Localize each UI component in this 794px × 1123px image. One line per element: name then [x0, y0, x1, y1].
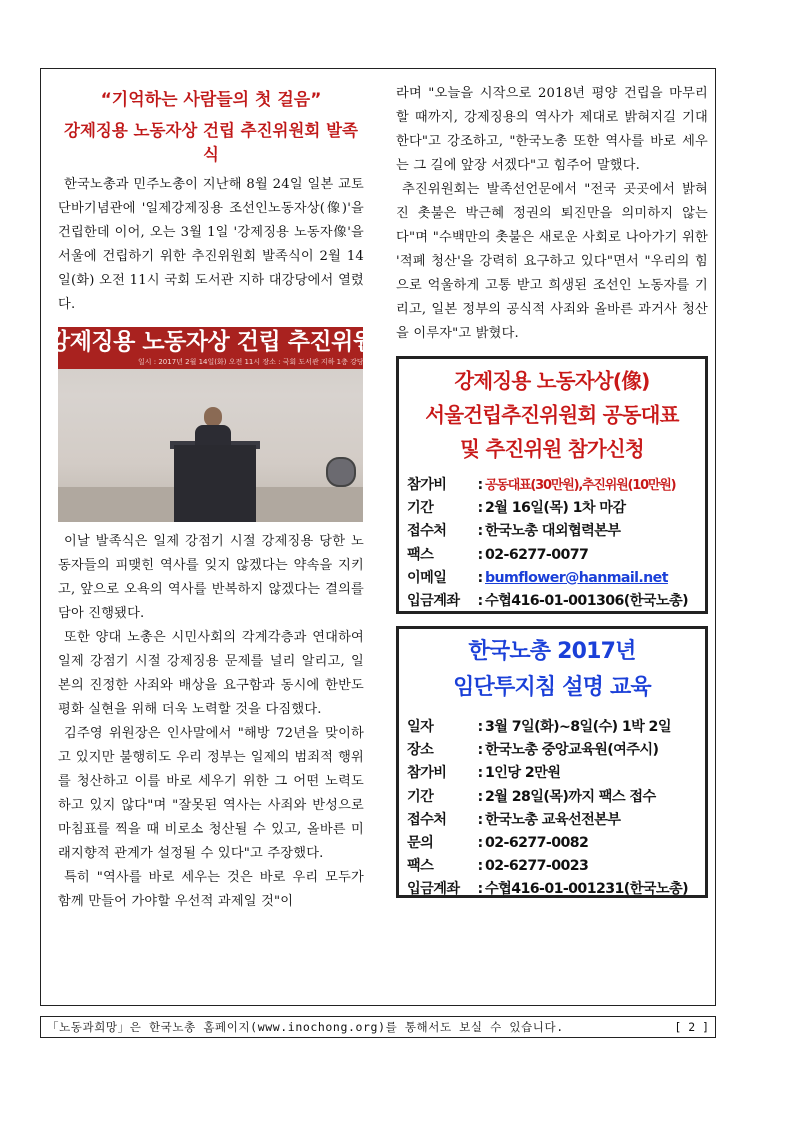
page-footer	[40, 1016, 716, 1038]
info-row-colon: :	[477, 593, 483, 610]
box-title-line: 서울건립추진위원회 공동대표	[425, 403, 679, 427]
notice-box-statue-committee	[396, 356, 708, 614]
info-row-label: 장소	[407, 742, 434, 759]
info-row-colon: :	[477, 719, 483, 735]
info-row-label: 팩스	[407, 858, 434, 875]
info-row-value: 한국노총 교육선전본부	[485, 811, 621, 828]
notice-box-education	[396, 626, 708, 898]
body-paragraph: 김주영 위원장은 인사말에서 "해방 72년을 맞이하고 있지만 불행히도 우리 정부는 일제의 범죄적 행위를 청산하고 이를 바로 세우기 위한 그 어떤 노력도 하고 있지 않다"며 "잘못된 역사는 사죄와 반성으로 마침표를 찍을 때 비로소 청산될 수 있고, 올바른 미래지향적 관계가 설정될 수 있다"고 주장했다.	[58, 726, 364, 861]
info-row-colon: :	[477, 477, 483, 493]
info-row-colon: :	[477, 858, 483, 875]
info-row-colon: :	[477, 546, 483, 563]
box-info-rows	[399, 716, 705, 902]
info-row-value: 2월 28일(목)까지 팩스 접수	[485, 788, 656, 805]
article-subheadline: 강제징용 노동자상 건립 추진위원회 발족식	[64, 121, 358, 164]
info-row-label: 입금계좌	[407, 593, 460, 610]
info-row-value: 한국노총 대외협력본부	[485, 523, 621, 540]
right-column	[396, 82, 708, 898]
body-paragraph: 특히 "역사를 바로 세우는 것은 바로 우리 모두가 함께 만들어 가야할 우선적 과제일 것"이	[58, 870, 364, 909]
speaker-head	[204, 407, 222, 427]
info-row-label: 팩스	[407, 546, 434, 563]
footer-notice: 「노동과희망」은 한국노총 홈페이지(www.inochong.org)를 통해서도 보실 수 있습니다.	[47, 1020, 564, 1034]
info-row-colon: :	[477, 765, 483, 782]
body-text-left	[58, 530, 364, 914]
left-column	[48, 82, 397, 914]
info-row	[407, 739, 705, 762]
box-title-line: 및 추진위원 참가신청	[460, 437, 644, 461]
info-row-value: 3월 7일(화)~8일(수) 1박 2일	[485, 719, 671, 735]
info-row-value: 02-6277-0023	[485, 858, 589, 875]
info-row-label: 이메일	[407, 569, 447, 586]
box-title-line: 강제징용 노동자상(像)	[454, 369, 650, 393]
info-row-value: 한국노총 중앙교육원(여주시)	[485, 742, 659, 759]
info-row	[407, 786, 705, 809]
info-row	[407, 474, 705, 497]
body-paragraph: 추진위원회는 발족선언문에서 "전국 곳곳에서 밝혀진 촛불은 박근혜 정권의 퇴진만을 의미하지 않는다"며 "수백만의 촛불은 새로운 사회로 나아가기 위한 '적폐 청산'을 강력히 요구하고 있다"면서 "우리의 힘으로 억울하게 고통 받고 희생된 조선인 노동자를 기리고, 일본 정부의 공식적 사죄와 올바른 과거사 청산을 이루자"고 밝혔다.	[396, 182, 708, 341]
info-row-colon: :	[477, 788, 483, 805]
info-row-label: 기간	[407, 500, 434, 517]
info-row-label: 참가비	[407, 477, 447, 493]
info-row-value: 수협416-01-001231(한국노총)	[485, 881, 688, 898]
photo-banner-title: 강제징용 노동자상 건립 추진위원회	[48, 329, 397, 355]
assembly-seal-icon	[326, 457, 356, 487]
box-info-rows	[399, 474, 705, 613]
info-row	[407, 832, 705, 855]
info-row-value: 2월 16일(목) 1차 마감	[485, 500, 626, 517]
info-row-label: 기간	[407, 788, 434, 805]
email-link[interactable]: bumflower@hanmail.net	[485, 569, 668, 586]
info-row	[407, 855, 705, 878]
info-row-value: 1인당 2만원	[485, 765, 561, 782]
info-row-label: 참가비	[407, 765, 447, 782]
info-row-colon: :	[477, 500, 483, 517]
info-row	[407, 762, 705, 785]
info-row	[407, 878, 705, 901]
info-row	[407, 567, 705, 590]
info-row	[407, 520, 705, 543]
event-photo	[48, 327, 397, 522]
photo-banner	[48, 327, 397, 369]
box-title-line: 한국노총 2017년	[468, 639, 636, 664]
info-row	[407, 809, 705, 832]
body-paragraph: 이날 발족식은 일제 강점기 시절 강제징용 당한 노동자들의 피맺힌 역사를 잊지 않겠다는 약속을 지키고, 앞으로 오욕의 역사를 반복하지 않겠다는 결의를 담아 진행됐다.	[58, 534, 364, 621]
info-row	[407, 497, 705, 520]
info-row-label: 접수처	[407, 811, 447, 828]
info-row	[407, 716, 705, 739]
info-row-value: 02-6277-0077	[485, 546, 589, 563]
info-row-label: 접수처	[407, 523, 447, 540]
body-paragraph: 또한 양대 노총은 시민사회의 각계각층과 연대하여 일제 강점기 시절 강제징용 문제를 널리 알리고, 일본의 진정한 사죄와 배상을 요구함과 동시에 한반도 평화 실현을 위해 더욱 노력할 것을 다짐했다.	[58, 630, 364, 717]
info-row	[407, 590, 705, 613]
info-row-value: 02-6277-0082	[485, 835, 589, 852]
article-headline: “기억하는 사람들의 첫 걸음”	[100, 90, 322, 110]
info-row-colon: :	[477, 742, 483, 759]
info-row-colon: :	[477, 523, 483, 540]
continued-paragraph: 라며 "오늘을 시작으로 2018년 평양 건립을 마무리할 때까지, 강제징용의 역사가 제대로 밝혀지길 기대한다"고 강조하고, "한국노총 또한 역사를 바로 세우는 그 길에 앞장 서겠다"고 힘주어 말했다.	[396, 86, 708, 173]
photo-banner-subtitle: 일시 : 2017년 2월 14일(화) 오전 11시 장소 : 국회 도서관 지하 1층 강당	[138, 358, 364, 366]
page-number: [ 2 ]	[674, 1020, 709, 1034]
info-row-value: 공동대표(30만원),추진위원(10만원)	[485, 478, 676, 493]
info-row-colon: :	[477, 811, 483, 828]
intro-paragraph: 한국노총과 민주노총이 지난해 8월 24일 일본 교토 단바기념관에 '일제강제징용 조선인노동자상(像)'을 건립한데 이어, 오는 3월 1일 '강제징용 노동자像'을 서울에 건립하기 위한 추진위원회 발족식이 2월 14일(화) 오전 11시 국회 도서관 지하 대강당에서 열렸다.	[58, 177, 364, 312]
info-row-colon: :	[477, 569, 483, 586]
info-row-label: 문의	[407, 835, 434, 852]
info-row-label: 일자	[407, 719, 434, 735]
info-row-value: 수협416-01-001306(한국노총)	[485, 593, 688, 610]
box-title-line: 임단투지침 설명 교육	[453, 675, 651, 700]
podium	[174, 445, 256, 522]
info-row-colon: :	[477, 881, 483, 898]
info-row	[407, 544, 705, 567]
info-row-label: 입금계좌	[407, 881, 460, 898]
info-row-colon: :	[477, 835, 483, 852]
